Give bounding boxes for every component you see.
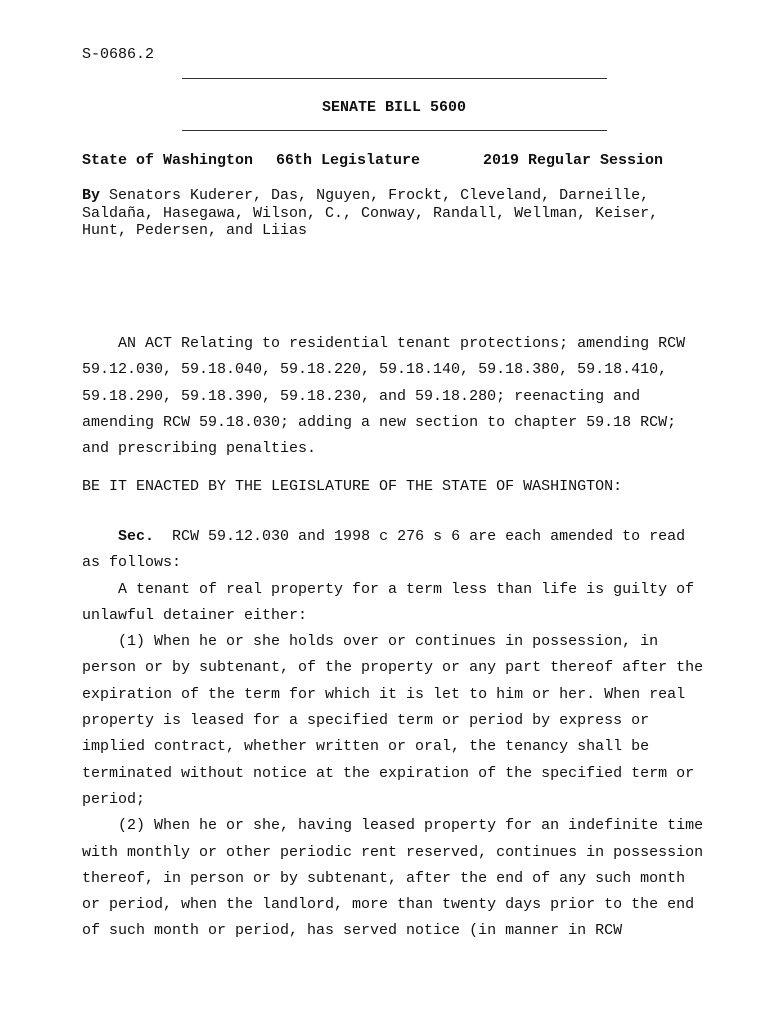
section-first-line bbox=[82, 527, 722, 553]
section-line: unlawful detainer either: bbox=[82, 606, 308, 624]
header-state: State of Washington bbox=[82, 152, 254, 169]
section-first-line-text: RCW 59.12.030 and 1998 c 276 s 6 are each amended to read bbox=[154, 528, 686, 545]
act-line: and prescribing penalties. bbox=[82, 440, 317, 458]
sponsors-names: Senators Kuderer, Das, Nguyen, Frockt, Cleveland, Darneille, Saldaña, Hasegawa, Wilson, C., Conway, Randall, Wellman, Keiser, Hunt, Pedersen, and Liias bbox=[82, 187, 659, 239]
section-line: (2) When he or she, having leased property for an indefinite time bbox=[82, 817, 704, 835]
sponsors-by-label: By bbox=[82, 187, 101, 204]
act-line: 59.18.290, 59.18.390, 59.18.230, and 59.18.280; reenacting and bbox=[82, 387, 641, 405]
section-body bbox=[82, 527, 722, 948]
section-line: period; bbox=[82, 790, 146, 808]
header-session: 2019 Regular Session bbox=[483, 152, 664, 169]
section-line: thereof, in person or by subtenant, after the end of any such month bbox=[82, 869, 686, 887]
section-line: or period, when the landlord, more than twenty days prior to the end bbox=[82, 896, 695, 914]
section-line: of such month or period, has served notice (in manner in RCW bbox=[82, 922, 623, 940]
act-line: AN ACT Relating to residential tenant protections; amending RCW bbox=[82, 335, 686, 352]
top-rule bbox=[182, 78, 607, 79]
section-line: A tenant of real property for a term less than life is guilty of bbox=[82, 580, 695, 598]
section-line: (1) When he or she holds over or continues in possession, in bbox=[82, 633, 659, 651]
section-line: implied contract, whether written or oral, the tenancy shall be bbox=[82, 738, 650, 756]
bottom-rule bbox=[182, 130, 607, 131]
section-line: as follows: bbox=[82, 554, 182, 572]
section-line: person or by subtenant, of the property or any part thereof after the bbox=[82, 659, 704, 677]
section-line: property is leased for a specified term or period by express or bbox=[82, 712, 650, 730]
section-line: with monthly or other periodic rent reserved, continues in possession bbox=[82, 843, 704, 861]
section-line: expiration of the term for which it is let to him or her. When real bbox=[82, 685, 686, 703]
act-line: amending RCW 59.18.030; adding a new section to chapter 59.18 RCW; bbox=[82, 413, 677, 431]
enacting-clause: BE IT ENACTED BY THE LEGISLATURE OF THE STATE OF WASHINGTON: bbox=[82, 478, 623, 495]
header-legislature: 66th Legislature bbox=[276, 152, 421, 169]
document-id: S-0686.2 bbox=[82, 46, 155, 63]
act-line: 59.12.030, 59.18.040, 59.18.220, 59.18.140, 59.18.380, 59.18.410, bbox=[82, 361, 668, 379]
sponsors bbox=[82, 187, 702, 240]
section-label: Sec. bbox=[118, 528, 155, 545]
section-line: terminated without notice at the expiration of the specified term or bbox=[82, 764, 695, 782]
bill-title: SENATE BILL 5600 bbox=[321, 99, 467, 116]
act-title bbox=[82, 334, 722, 465]
